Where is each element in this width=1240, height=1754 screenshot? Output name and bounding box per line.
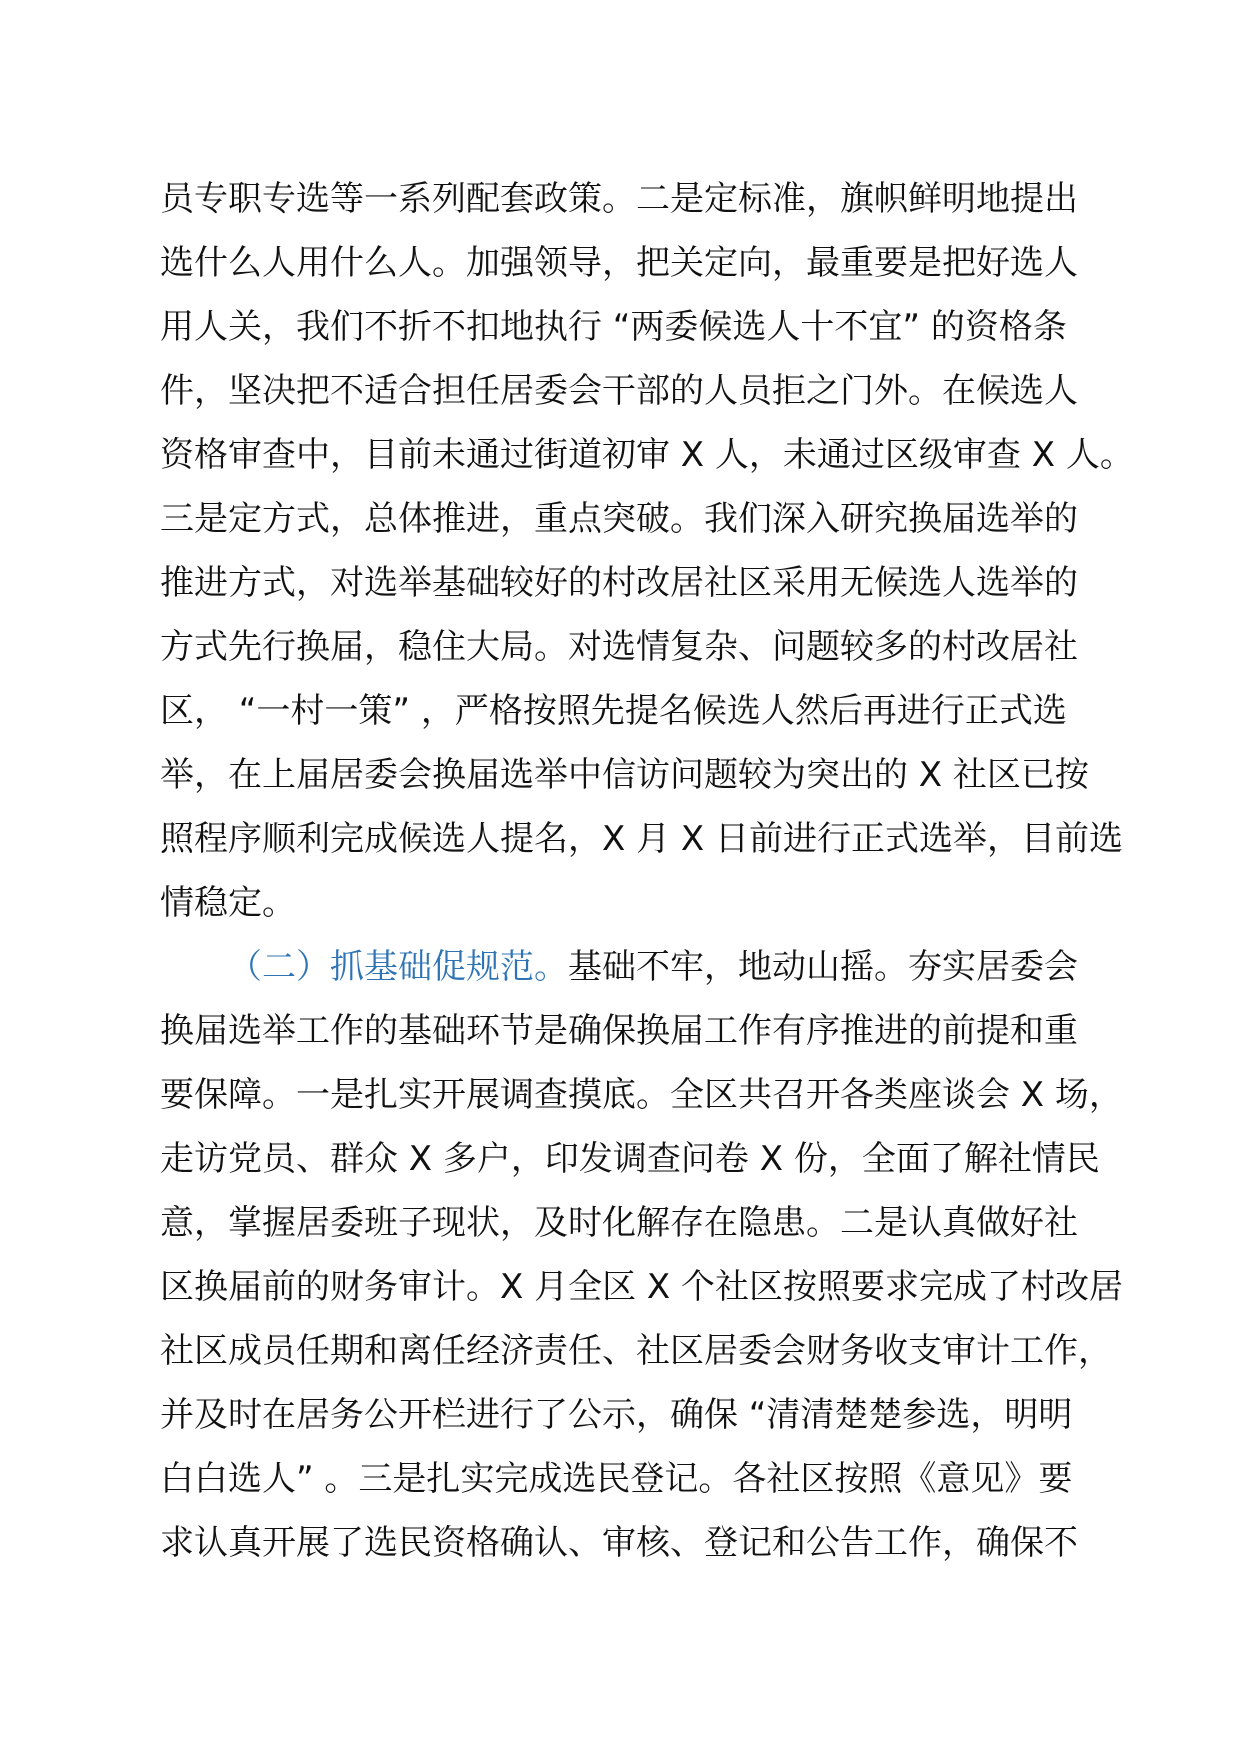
text-line: 方式先行换届，稳住大局。对选情复杂、问题较多的村改居社	[160, 627, 1078, 667]
text-line: 社区成员任期和离任经济责任、社区居委会财务收支审计工作，	[160, 1331, 1112, 1371]
text-line: 员专职专选等一系列配套政策。二是定标准，旗帜鲜明地提出	[160, 179, 1078, 219]
text-line: 三是定方式，总体推进，重点突破。我们深入研究换届选举的	[160, 499, 1078, 539]
paragraph-1	[160, 167, 1134, 935]
text-line: 白白选人” 。三是扎实完成选民登记。各社区按照《意见》要	[160, 1459, 1073, 1499]
text-line: 件，坚决把不适合担任居委会干部的人员拒之门外。在候选人	[160, 371, 1078, 411]
paragraph-first-line	[160, 935, 1120, 999]
text-line: 推进方式，对选举基础较好的村改居社区采用无候选人选举的	[160, 563, 1078, 603]
text-line: 意，掌握居委班子现状，及时化解存在隐患。二是认真做好社	[160, 1203, 1078, 1243]
body-text	[160, 167, 1134, 1575]
text-line: 换届选举工作的基础环节是确保换届工作有序推进的前提和重	[160, 1011, 1078, 1051]
section-heading: （二）抓基础促规范。	[228, 947, 568, 987]
text-line: 区换届前的财务审计。X 月全区 X 个社区按照要求完成了村改居	[160, 1267, 1124, 1307]
text-line: 情稳定。	[160, 883, 296, 923]
text-line: 走访党员、群众 X 多户，印发调查问卷 X 份，全面了解社情民	[160, 1139, 1100, 1179]
text-line: 照程序顺利完成候选人提名，X 月 X 日前进行正式选举，目前选	[160, 819, 1124, 859]
text-line: 求认真开展了选民资格确认、审核、登记和公告工作，确保不	[160, 1523, 1078, 1563]
text-line: 举，在上届居委会换届选举中信访问题较为突出的 X 社区已按	[160, 755, 1089, 795]
text-line: 资格审查中，目前未通过街道初审 X 人，未通过区级审查 X 人。	[160, 435, 1134, 475]
text-run: 基础不牢，地动山摇。夯实居委会	[568, 947, 1078, 987]
text-line: 用人关，我们不折不扣地执行 “两委候选人十不宜” 的资格条	[160, 307, 1067, 347]
text-line: 并及时在居务公开栏进行了公示，确保 “清清楚楚参选，明明	[160, 1395, 1073, 1435]
text-line: 要保障。一是扎实开展调查摸底。全区共召开各类座谈会 X 场，	[160, 1075, 1123, 1115]
paragraph-2	[160, 935, 1124, 1575]
text-line: 选什么人用什么人。加强领导，把关定向，最重要是把好选人	[160, 243, 1078, 283]
text-line: 区， “一村一策” ，严格按照先提名候选人然后再进行正式选	[160, 691, 1067, 731]
